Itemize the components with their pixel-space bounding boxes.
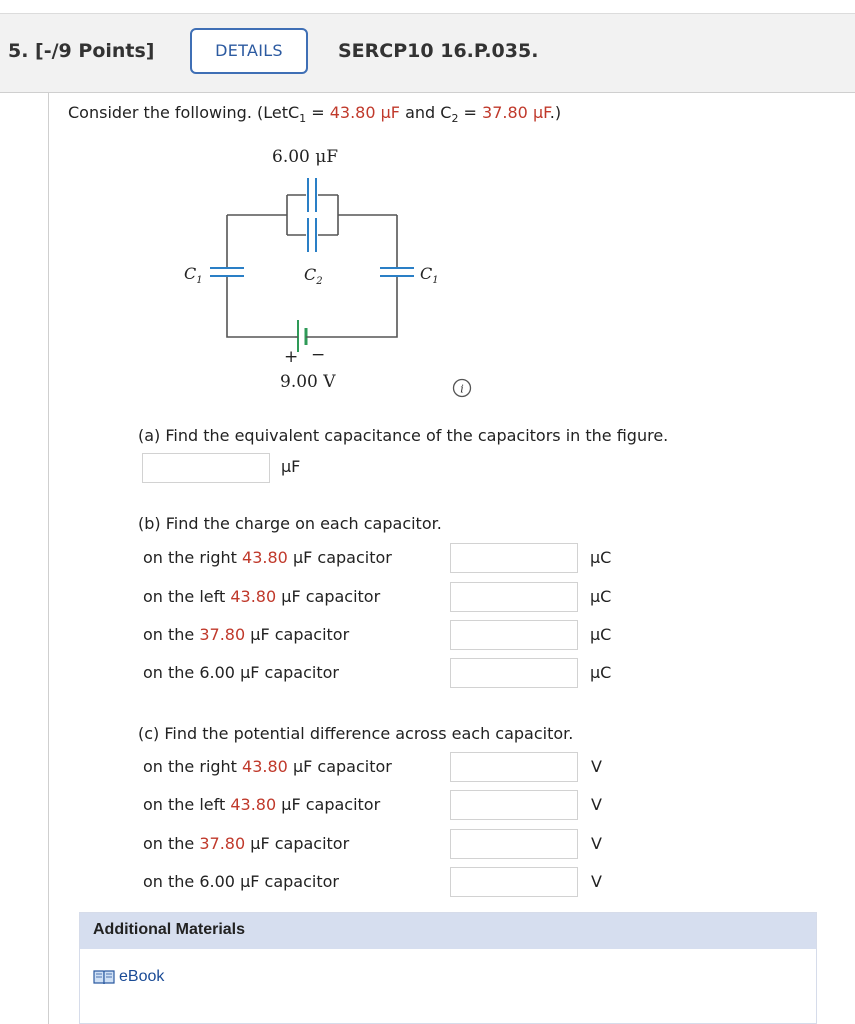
label-c2: $C_2$ bbox=[304, 265, 323, 287]
problem-code: SERCP10 16.P.035. bbox=[338, 40, 539, 62]
problem-prompt: Consider the following. (LetC$_1$ = 43.80 μF and $C_2 = 37.80$ μF.) bbox=[68, 103, 562, 125]
circuit-diagram bbox=[170, 140, 470, 400]
capacitor-6uf bbox=[308, 178, 316, 212]
additional-materials-title: Additional Materials bbox=[93, 921, 246, 938]
part-c-prompt: (c) Find the potential difference across each capacitor. bbox=[138, 724, 574, 743]
part-c-row-label: on the right 43.80 μF capacitor bbox=[143, 757, 392, 776]
label-c1-right: $C_1$ bbox=[420, 264, 439, 286]
label-c1-left: $C_1$ bbox=[184, 264, 203, 286]
part-b-unit: μC bbox=[590, 587, 612, 606]
part-b-unit: μC bbox=[590, 663, 612, 682]
additional-materials-header bbox=[80, 913, 816, 949]
part-c-unit: V bbox=[591, 834, 602, 853]
part-a-unit: μF bbox=[281, 457, 301, 476]
part-a-answer-input[interactable] bbox=[142, 453, 270, 483]
part-b-answer-input[interactable] bbox=[450, 620, 578, 650]
part-b-answer-input[interactable] bbox=[450, 582, 578, 612]
question-number: 5. [-/9 Points] bbox=[8, 40, 155, 62]
part-b-row-label: on the 37.80 μF capacitor bbox=[143, 625, 350, 644]
part-c-row-label: on the 37.80 μF capacitor bbox=[143, 834, 350, 853]
part-b-unit: μC bbox=[590, 625, 612, 644]
battery bbox=[298, 320, 306, 352]
book-icon bbox=[93, 968, 115, 986]
part-c-row-label: on the left 43.80 μF capacitor bbox=[143, 795, 381, 814]
part-b-unit: μC bbox=[590, 548, 612, 567]
part-b-row-label: on the right 43.80 μF capacitor bbox=[143, 548, 392, 567]
part-c-unit: V bbox=[591, 795, 602, 814]
capacitor-c1-left bbox=[210, 268, 244, 276]
label-6uf: 6.00 μF bbox=[272, 147, 339, 167]
left-border bbox=[48, 93, 49, 1024]
capacitor-c2 bbox=[308, 218, 316, 252]
part-b-row-label: on the left 43.80 μF capacitor bbox=[143, 587, 381, 606]
part-b-row-label: on the 6.00 μF capacitor bbox=[143, 663, 339, 682]
c1-value: 43.80 μF bbox=[329, 103, 401, 122]
part-c-answer-input[interactable] bbox=[450, 752, 578, 782]
part-b-answer-input[interactable] bbox=[450, 543, 578, 573]
part-b-answer-input[interactable] bbox=[450, 658, 578, 688]
part-c-answer-input[interactable] bbox=[450, 867, 578, 897]
info-icon[interactable] bbox=[452, 378, 472, 398]
part-c-answer-input[interactable] bbox=[450, 790, 578, 820]
additional-materials-panel bbox=[79, 912, 817, 1024]
svg-text:i: i bbox=[460, 382, 464, 396]
c2-value: 37.80 μF bbox=[482, 103, 550, 122]
label-battery: 9.00 V bbox=[280, 372, 336, 392]
label-plus: + bbox=[284, 347, 299, 367]
part-c-unit: V bbox=[591, 757, 602, 776]
ebook-link[interactable] bbox=[93, 968, 164, 986]
ebook-label: eBook bbox=[119, 968, 165, 985]
part-c-unit: V bbox=[591, 872, 602, 891]
part-b-prompt: (b) Find the charge on each capacitor. bbox=[138, 514, 442, 533]
part-c-answer-input[interactable] bbox=[450, 829, 578, 859]
part-c-row-label: on the 6.00 μF capacitor bbox=[143, 872, 339, 891]
capacitor-c1-right bbox=[380, 268, 414, 276]
details-button[interactable]: DETAILS bbox=[190, 28, 308, 74]
part-a-prompt: (a) Find the equivalent capacitance of the capacitors in the figure. bbox=[138, 426, 669, 445]
label-minus: − bbox=[311, 345, 326, 365]
